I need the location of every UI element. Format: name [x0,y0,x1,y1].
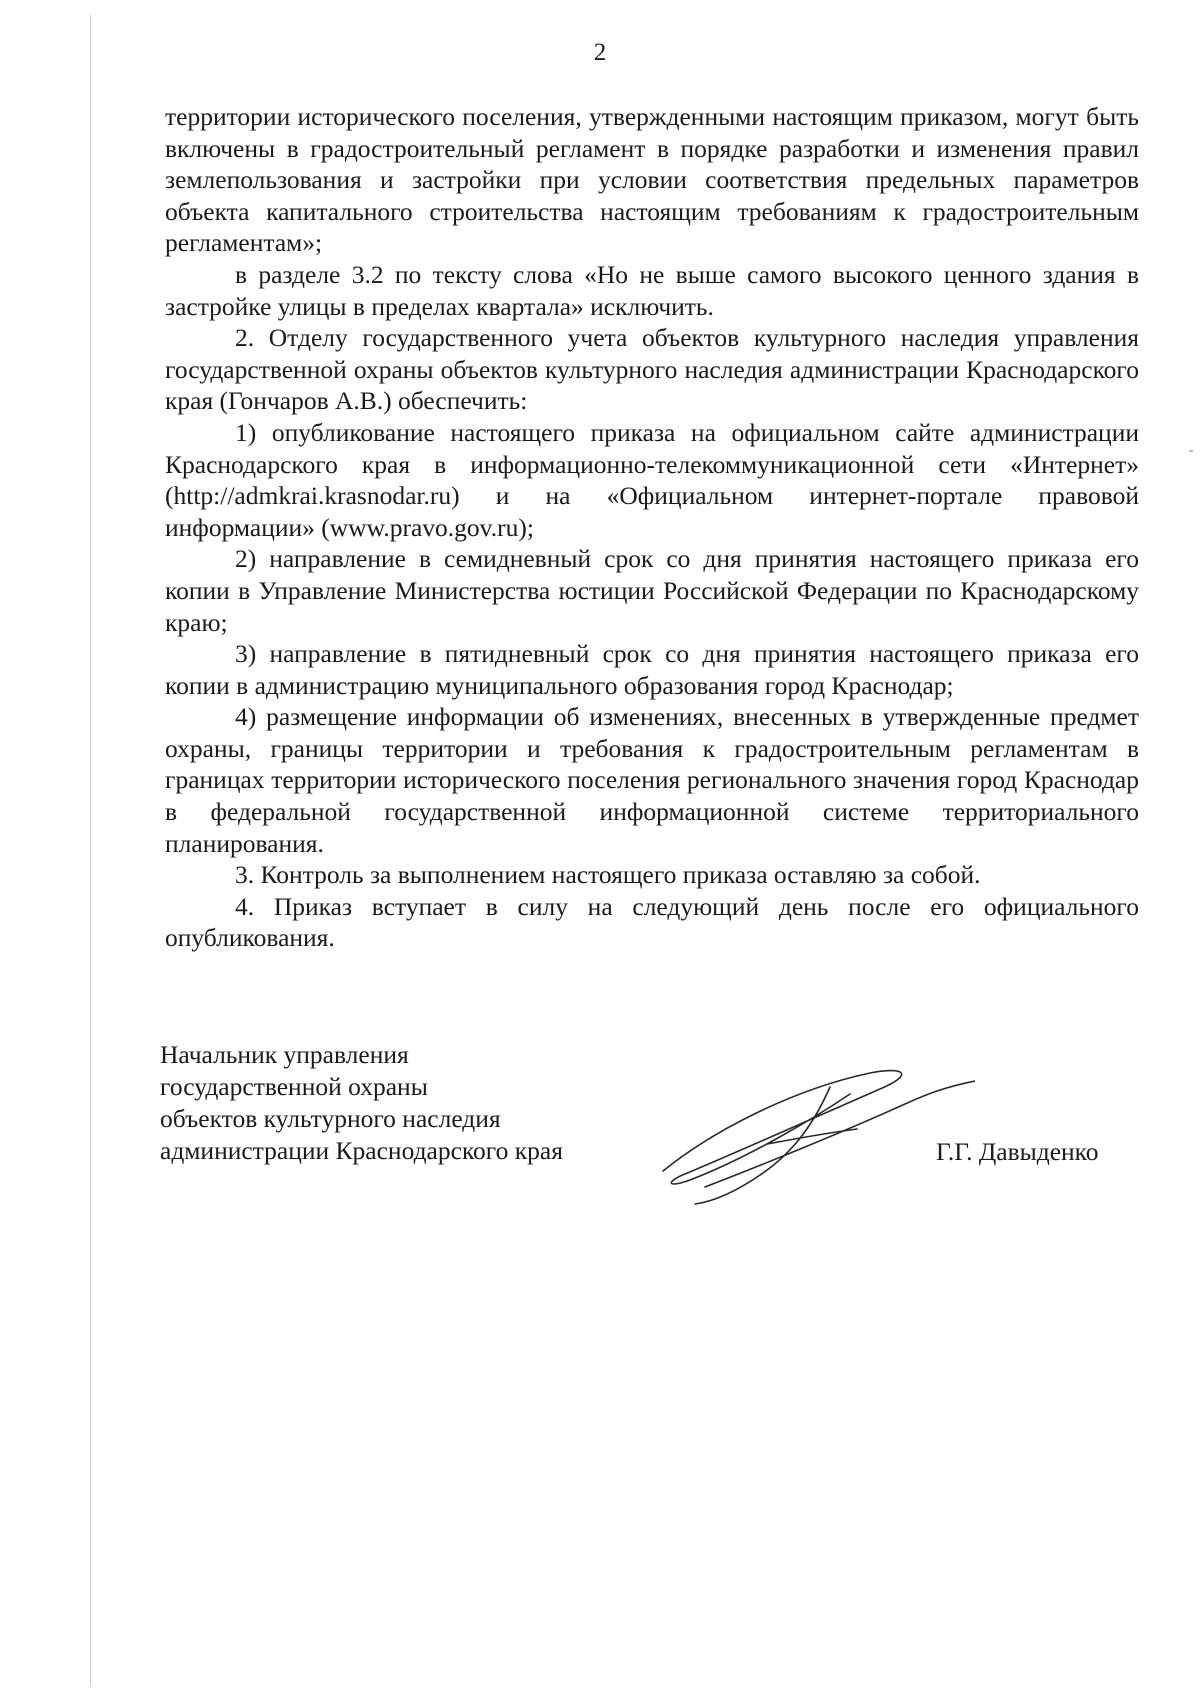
page-number: 2 [593,39,607,66]
scan-edge-line [90,15,91,1685]
signatory-position-line: государственной охраны [160,1072,428,1101]
signatory-position-line: объектов культурного наследия [160,1104,501,1133]
paragraph: в разделе 3.2 по тексту слова «Но не выше самого высокого ценного здания в застройке улицы в пределах квартала» исключить. [165,259,1139,321]
paragraph: 4. Приказ вступает в силу на следующий день после его официального опубликования. [165,891,1139,953]
paragraph: 2. Отделу государственного учета объектов культурного наследия управления государственной охраны объектов культурного наследия администрации Краснодарского края (Гончаров А.В.) обеспечить: [165,323,1139,416]
paragraph: территории исторического поселения, утвержденными настоящим приказом, могут быть включены в градостроительный регламент в порядке разработки и изменения правил землепользования и застройки при условии соответствия предельных параметров объекта капитального строительства настоящим требованиям к градостроительным регламентам»; [165,102,1139,258]
paragraph: 4) размещение информации об изменениях, внесенных в утвержденные предмет охраны, границы территории и требования к градостроительным регламентам в границах территории исторического поселения регионального значения город Краснодар в федеральной государственной информационной системе территориального планирования. [165,702,1139,858]
signatory-position-line: Начальник управления [160,1040,409,1069]
paragraph: 2) направление в семидневный срок со дня принятия настоящего приказа его копии в Управление Министерства юстиции Российской Федерации по Краснодарскому краю; [165,544,1139,637]
scan-artifact [1189,450,1193,452]
signatory-position-line: администрации Краснодарского края [160,1136,563,1165]
paragraph: 1) опубликование настоящего приказа на официальном сайте администрации Краснодарского края в информационно-телекоммуникационной сети «Интернет» (http://admkrai.krasnodar.ru) и на «Официальном интернет-портале правовой информации» (www.pravo.gov.ru); [165,417,1139,542]
handwritten-signature [645,1059,975,1209]
paragraph: 3) направление в пятидневный срок со дня принятия настоящего приказа его копии в администрацию муниципального образования город Краснодар; [165,639,1139,700]
signatory-position [160,1039,620,1167]
signatory-name: Г.Г. Давыденко [936,1137,1099,1166]
signature-block [160,1039,1160,1199]
paragraph: 3. Контроль за выполнением настоящего приказа оставляю за собой. [235,860,981,890]
document-body [165,101,1139,954]
